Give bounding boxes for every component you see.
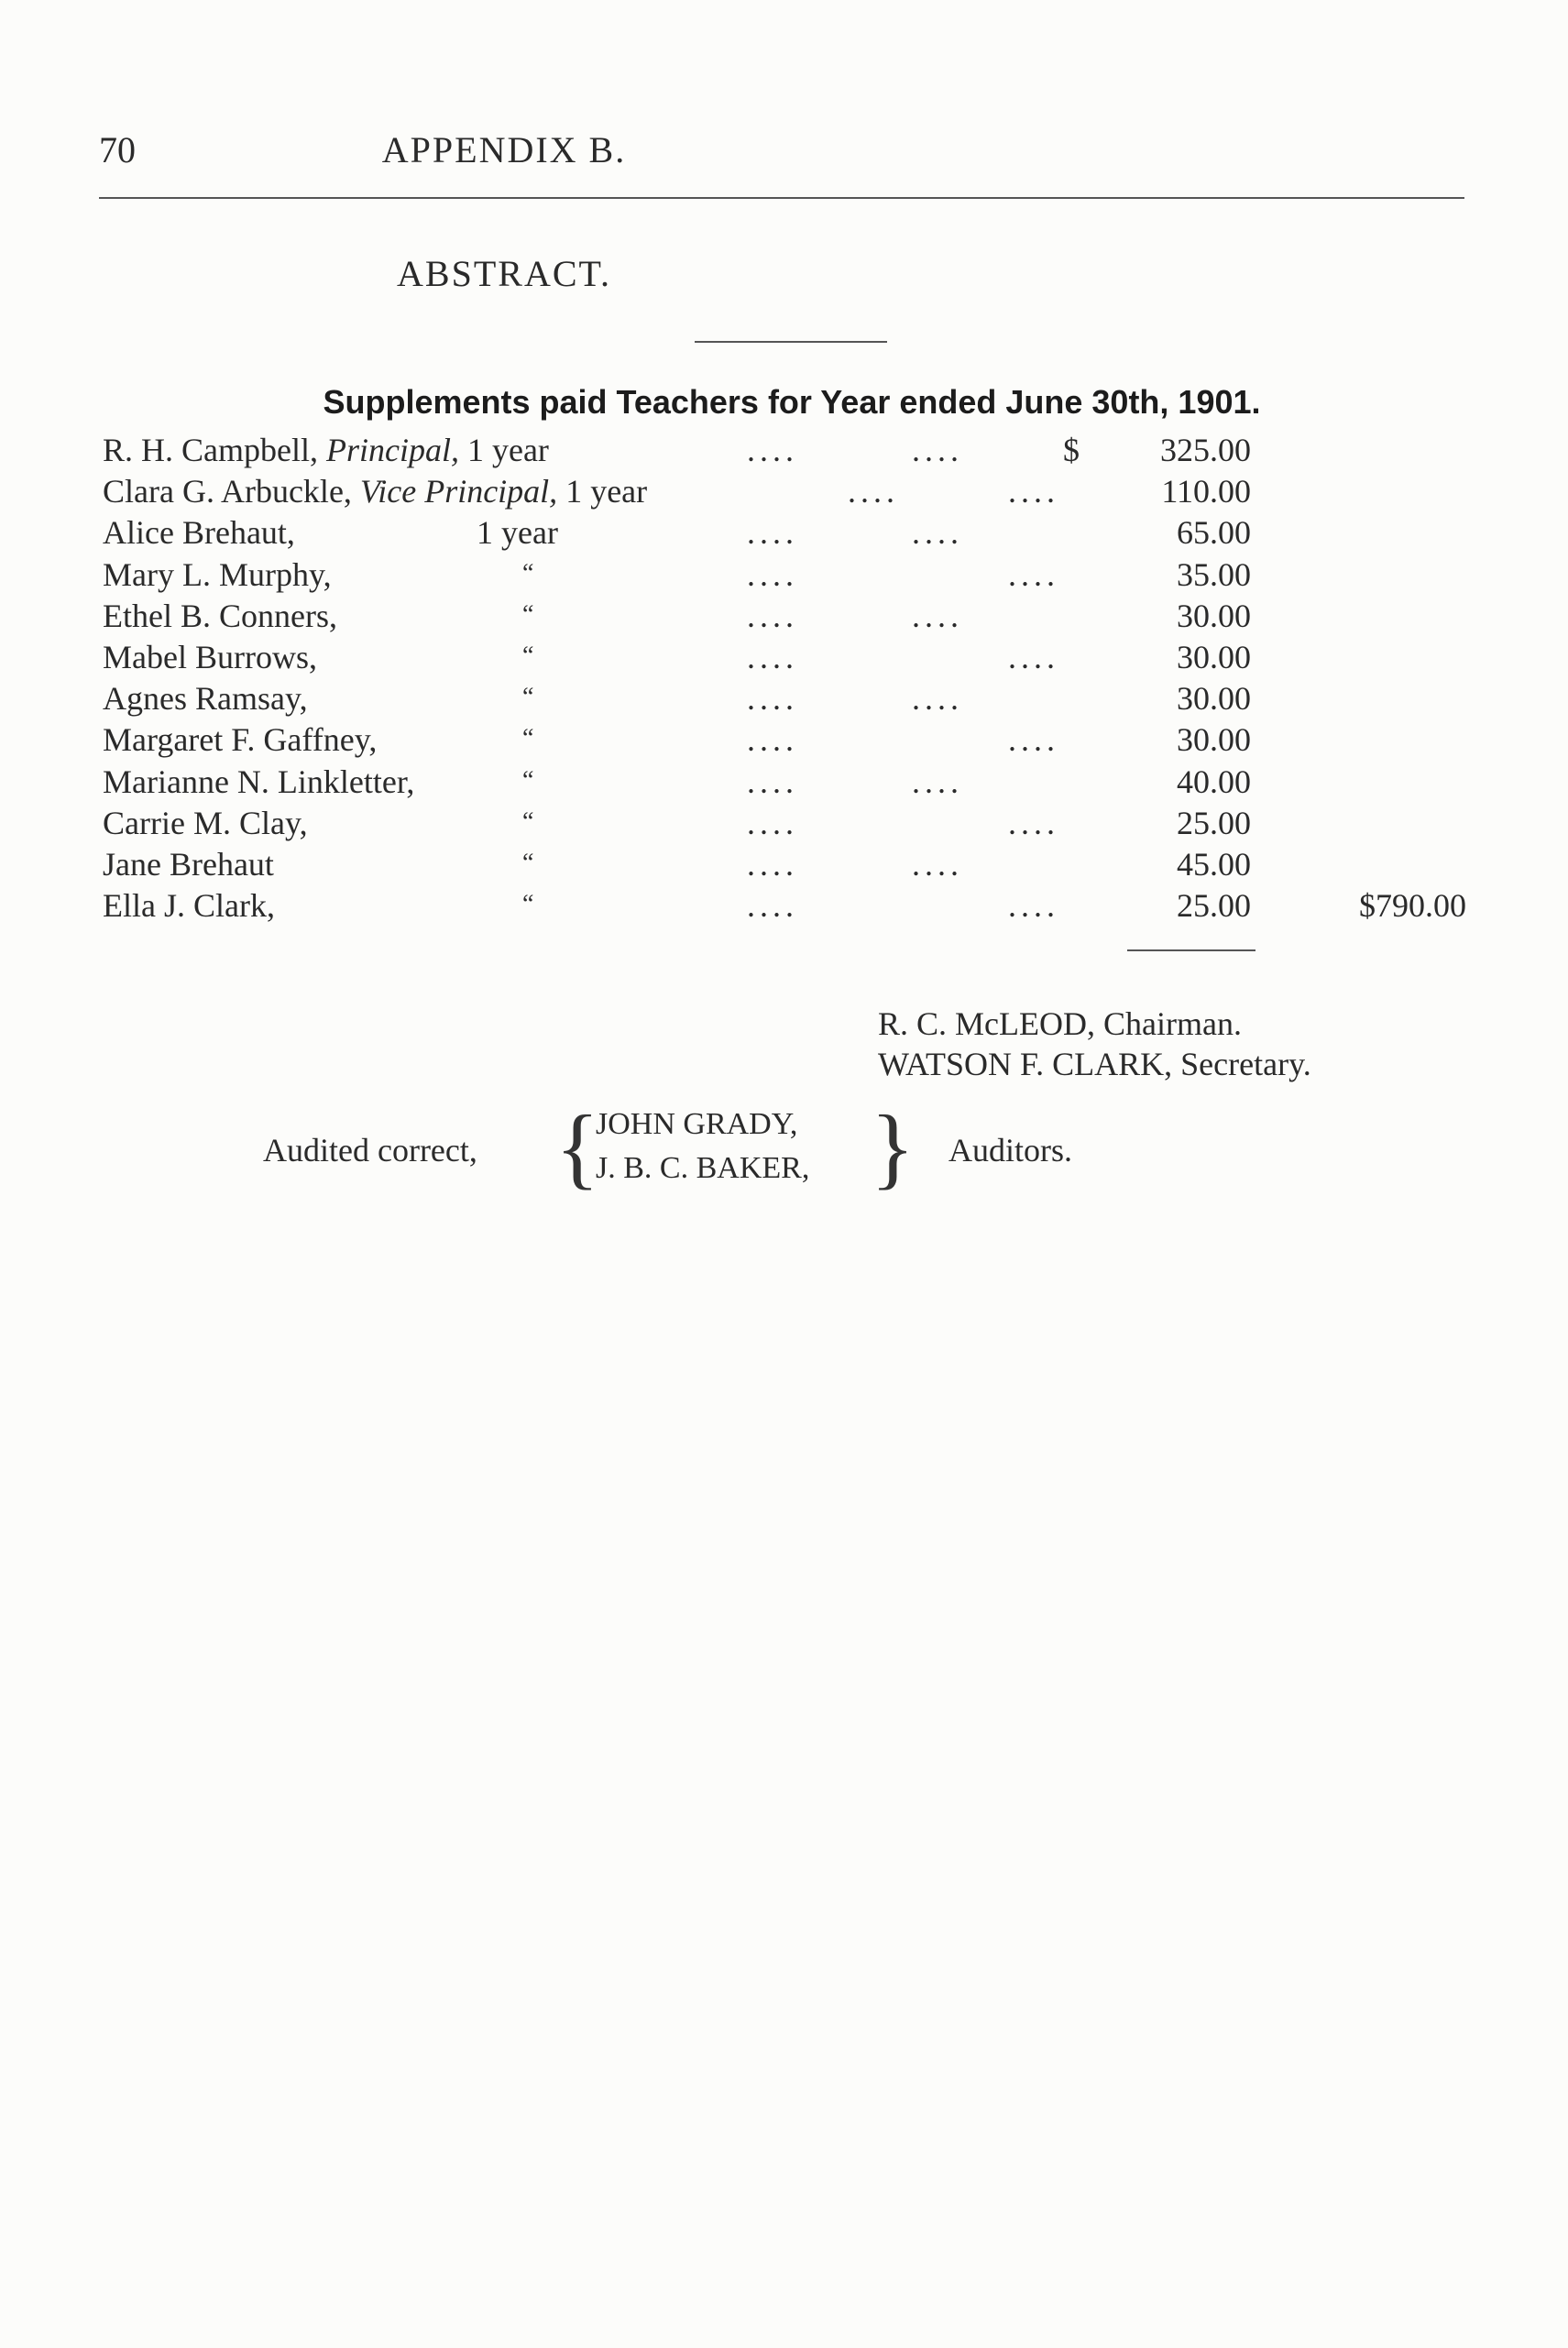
dot-leader: .... (747, 804, 798, 841)
audited-correct-label: Audited correct, (263, 1132, 477, 1169)
table-row (0, 555, 1568, 597)
left-brace-icon: { (555, 1096, 599, 1198)
header-rule (99, 197, 1464, 199)
dot-leader: .... (912, 680, 963, 718)
dot-leader: .... (912, 432, 963, 468)
table-row (0, 513, 1568, 554)
dot-leader: .... (1008, 639, 1059, 675)
dot-leader: .... (747, 514, 798, 552)
amount: 65.00 (1177, 514, 1251, 552)
dot-leader: .... (747, 721, 798, 759)
dollar-sign: $ (1063, 432, 1080, 468)
dot-leader: .... (747, 846, 798, 883)
right-brace-icon: } (871, 1096, 915, 1198)
table-row (0, 763, 1568, 804)
term: 1 year (565, 473, 648, 510)
chairman-signature: R. C. McLEOD, Chairman. (878, 1005, 1242, 1042)
teacher-name: Margaret F. Gaffney, (103, 721, 378, 759)
ditto-mark: “ (522, 849, 534, 877)
teacher-role: Vice Principal, (359, 473, 558, 510)
ditto-mark: “ (522, 558, 534, 587)
table-row (0, 431, 1568, 472)
dot-leader: .... (1008, 473, 1059, 510)
auditor-name-1: JOHN GRADY, (596, 1107, 798, 1141)
teacher-name (103, 431, 549, 469)
teacher-name-text: R. H. Campbell, (103, 432, 318, 468)
table-row (0, 720, 1568, 762)
table-row (0, 886, 1568, 927)
auditors-label: Auditors. (948, 1132, 1072, 1169)
ditto-mark: “ (522, 724, 534, 753)
amount: 30.00 (1177, 721, 1251, 759)
amount: 25.00 (1177, 887, 1251, 925)
teacher-name: Carrie M. Clay, (103, 804, 308, 841)
amount: 45.00 (1177, 846, 1251, 883)
dot-leader: .... (912, 514, 963, 552)
teacher-name: Marianne N. Linkletter, (103, 763, 415, 800)
amount: 325.00 (1160, 432, 1251, 468)
teacher-name: Jane Brehaut (103, 846, 274, 883)
dot-leader: .... (747, 432, 798, 468)
section-title: ABSTRACT. (397, 253, 611, 294)
page-number: 70 (99, 129, 136, 170)
dot-leader: .... (747, 597, 798, 634)
ditto-mark: “ (522, 765, 534, 795)
ditto-mark: “ (522, 806, 534, 836)
amount: 30.00 (1177, 680, 1251, 718)
table-row (0, 679, 1568, 720)
dot-leader: .... (1008, 887, 1059, 925)
ditto-mark: “ (522, 890, 534, 919)
table-row (0, 597, 1568, 638)
running-head: APPENDIX B. (381, 129, 627, 170)
dot-leader: .... (747, 887, 798, 925)
table-row (0, 845, 1568, 886)
title-rule (695, 341, 887, 343)
table-row (0, 804, 1568, 845)
amount: 35.00 (1177, 555, 1251, 593)
dot-leader: .... (1008, 555, 1059, 593)
dot-leader: .... (912, 763, 963, 800)
grand-total: $790.00 (1359, 887, 1466, 925)
dot-leader: .... (912, 597, 963, 634)
table-row (0, 472, 1568, 513)
amount: 30.00 (1177, 597, 1251, 634)
amount: 30.00 (1177, 639, 1251, 675)
dot-leader: .... (848, 473, 899, 510)
teacher-name (103, 472, 647, 510)
dot-leader: .... (747, 555, 798, 593)
teacher-name: Alice Brehaut, (103, 514, 295, 552)
amount: 40.00 (1177, 763, 1251, 800)
amount: 25.00 (1177, 804, 1251, 841)
sum-rule (1127, 949, 1255, 951)
term: 1 year (477, 514, 558, 552)
teacher-name: Mabel Burrows, (103, 639, 317, 675)
ditto-mark: “ (522, 599, 534, 629)
dot-leader: .... (747, 680, 798, 718)
table-title: Supplements paid Teachers for Year ended June 30th, 1901. (323, 383, 1261, 421)
teacher-name-text: Clara G. Arbuckle, (103, 473, 352, 510)
teacher-name: Ethel B. Conners, (103, 597, 337, 634)
dot-leader: .... (747, 639, 798, 675)
teacher-name: Agnes Ramsay, (103, 680, 308, 718)
amount: 110.00 (1161, 473, 1251, 510)
dot-leader: .... (1008, 721, 1059, 759)
dot-leader: .... (747, 763, 798, 800)
ditto-mark: “ (522, 642, 534, 670)
auditor-name-2: J. B. C. BAKER, (596, 1151, 810, 1185)
table-row (0, 638, 1568, 679)
teacher-role: Principal, (325, 432, 459, 468)
teacher-name: Ella J. Clark, (103, 887, 275, 925)
secretary-signature: WATSON F. CLARK, Secretary. (878, 1046, 1311, 1082)
ditto-mark: “ (522, 683, 534, 712)
term: 1 year (466, 432, 549, 468)
dot-leader: .... (912, 846, 963, 883)
dot-leader: .... (1008, 804, 1059, 841)
teacher-name: Mary L. Murphy, (103, 555, 332, 593)
